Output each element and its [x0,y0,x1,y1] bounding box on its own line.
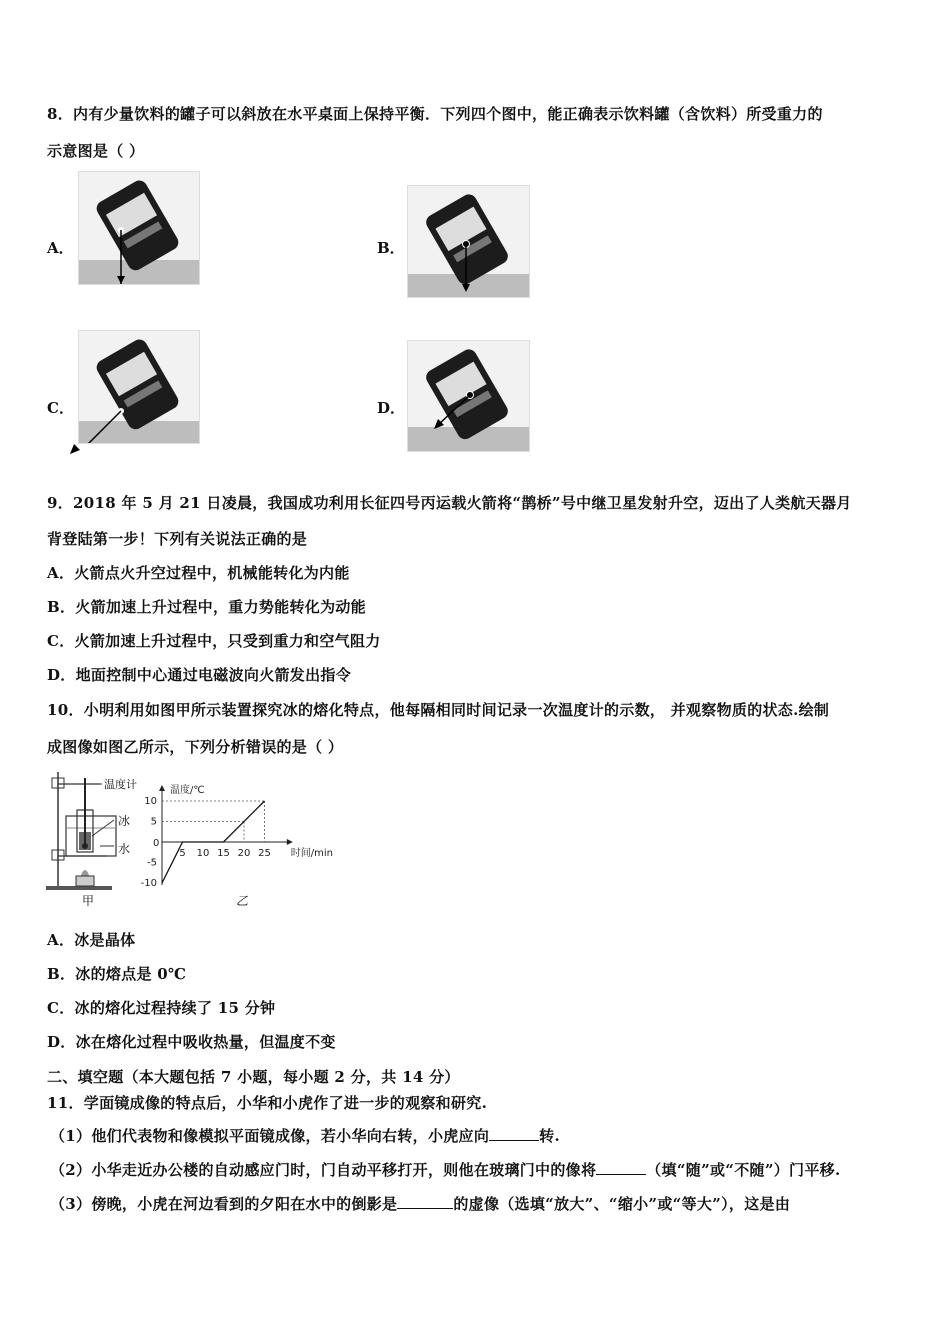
q9-option-a: A．火箭点火升空过程中，机械能转化为内能 [47,564,350,582]
chart-x-tick-label: 20 [237,848,251,859]
q8-stem-line1: 8．内有少量饮料的罐子可以斜放在水平桌面上保持平衡．下列四个图中，能正确表示饮料罐（含饮料）所受重力的 [47,105,823,123]
q11-part3 [50,1193,790,1214]
q9-stem-line2: 背登陆第一步！下列有关说法正确的是 [47,530,308,548]
q8-option-a-label: A． [47,239,74,257]
q11-part2 [50,1159,841,1180]
q10-label-ice: 冰 [118,814,131,828]
q11-part1-after: 转. [539,1127,560,1145]
chart-x-tick-label: 25 [258,848,271,859]
chart-y-axis-arrow [159,785,165,791]
chart-x-tick-label: 5 [179,848,186,859]
q8-option-c-image [78,330,200,444]
q10-option-c: C．冰的熔化过程持续了 15 分钟 [47,999,276,1017]
q10-caption-jia: 甲 [82,894,95,908]
q11-stem: 11．学面镜成像的特点后，小华和小虎作了进一步的观察和研究. [47,1094,488,1112]
q9-option-b: B．火箭加速上升过程中，重力势能转化为动能 [47,598,366,616]
chart-x-axis-arrow [287,839,293,845]
q10-label-water: 水 [118,842,131,856]
chart-y-tick-label: -5 [147,857,157,869]
q10-caption-yi: 乙 [236,894,249,908]
q9-option-d: D．地面控制中心通过电磁波向火箭发出指令 [47,666,352,684]
q11-part3-blank[interactable] [397,1196,453,1209]
q11-part1 [50,1125,560,1146]
q9-stem-line1: 9．2018 年 5 月 21 日凌晨，我国成功利用长征四号丙运载火箭将“鹊桥”号中继卫星发射升空，迈出了人类航天器月 [47,494,852,512]
q11-part2-before: （2）小华走近办公楼的自动感应门时，门自动平移打开，则他在玻璃门中的像将 [50,1161,597,1179]
chart-y-tick-label: 5 [150,816,157,828]
q8-option-b-image [407,185,530,298]
chart-x-axis-label: 时间/min [290,848,334,859]
q10-option-a: A．冰是晶体 [47,931,136,949]
q11-part3-before: （3）傍晚，小虎在河边看到的夕阳在水中的倒影是 [50,1195,398,1213]
q8-option-a-image [78,171,200,285]
chart-y-tick-label: -10 [140,878,157,889]
q10-option-d: D．冰在熔化过程中吸收热量，但温度不变 [47,1033,336,1051]
q10-temperature-chart [136,774,366,904]
q10-stem-line2: 成图像如图乙所示，下列分析错误的是（ ） [47,738,344,756]
section2-heading: 二、填空题（本大题包括 7 小题，每小题 2 分，共 14 分） [47,1068,460,1086]
q8-option-c-arrowhead [68,440,88,456]
q11-part2-after: （填“随”或“不随”）门平移. [646,1161,841,1179]
q11-part3-after: 的虚像（选填“放大”、“缩小”或“等大”），这是由 [453,1195,791,1213]
q10-stem-line1: 10．小明利用如图甲所示装置探究冰的熔化特点，他每隔相同时间记录一次温度计的示数， 并观察物质的状态.绘制 [47,701,830,719]
q9-option-c: C．火箭加速上升过程中，只受到重力和空气阻力 [47,632,381,650]
q11-part2-blank[interactable] [596,1162,646,1175]
q8-option-c-label: C． [47,399,74,417]
q8-option-b-label: B． [377,239,405,257]
chart-x-tick-label: 10 [196,848,210,859]
chart-y-axis-label: 温度/℃ [170,785,205,796]
q8-option-d-label: D． [377,399,406,417]
q8-option-d-image [407,340,530,452]
chart-y-tick-label: 10 [144,796,157,807]
q8-stem-line2: 示意图是（ ） [47,142,145,160]
q10-label-thermometer: 温度计 [104,778,137,791]
q11-part1-before: （1）他们代表物和像模拟平面镜成像，若小华向右转，小虎应向 [50,1127,490,1145]
q10-option-b: B．冰的熔点是 0℃ [47,965,187,983]
chart-x-tick-label: 15 [217,848,230,859]
chart-origin-label: 0 [153,838,160,849]
q11-part1-blank[interactable] [489,1128,539,1141]
